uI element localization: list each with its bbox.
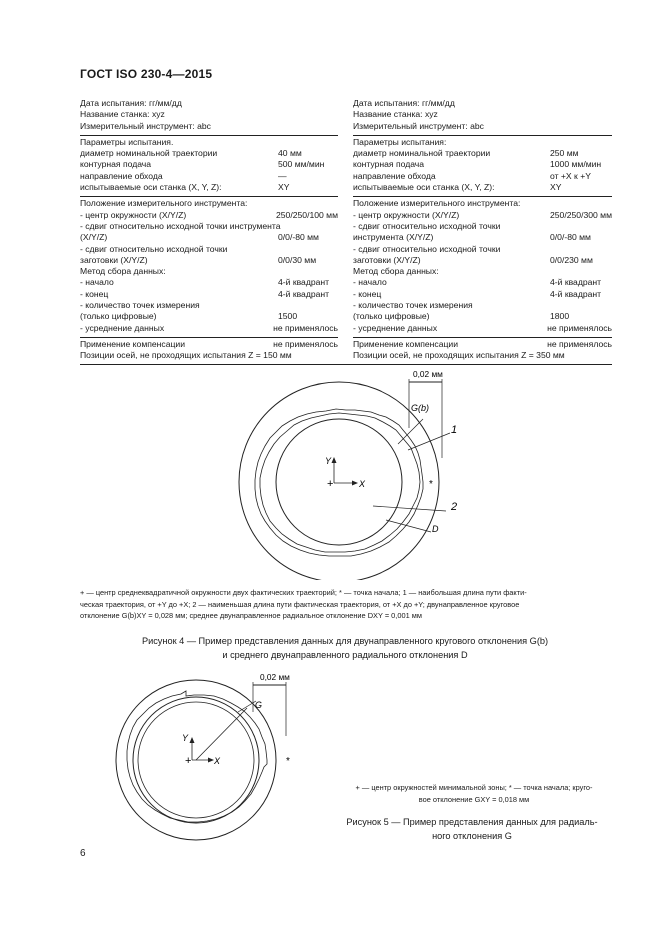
method-value: 4-й квадрант (278, 277, 330, 288)
figure-5-diagram (90, 668, 330, 844)
compensation-block (80, 337, 338, 362)
test-info-block (80, 97, 338, 132)
trajectory-2 (260, 413, 420, 552)
position-row (80, 210, 338, 221)
x-axis-arrowhead (352, 481, 358, 486)
param-row (353, 148, 612, 159)
position-value: 250/250/300 мм (550, 209, 612, 220)
compensation-row (80, 339, 338, 350)
label-2: 2 (451, 501, 458, 513)
method-value: 4-й квадрант (550, 277, 602, 288)
method-value: не применялось (547, 322, 612, 333)
machine-name: Название станка: xyz (80, 109, 165, 120)
method-row (80, 300, 338, 311)
legend-line: + — центр среднеквадратичной окружности двух фактических траекторий; * — точка начала; 1 — наибольшая длина пути факти- (80, 588, 527, 597)
method-label: - количество точек измерения (353, 300, 473, 311)
label-d: D (432, 524, 439, 534)
param-row (80, 159, 338, 170)
param-value: 250 мм (550, 148, 579, 159)
position-value: 250/250/100 мм (276, 209, 338, 220)
method-row (353, 311, 612, 322)
position-label: - сдвиг относительно исходной точки (353, 243, 501, 254)
param-row (80, 171, 338, 182)
position-label: заготовки (X/Y/Z) (80, 254, 148, 265)
position-row (80, 232, 338, 243)
figure-5-title (330, 815, 614, 843)
position-label: инструмента (X/Y/Z) (353, 232, 434, 243)
method-value: 4-й квадрант (278, 288, 330, 299)
method-row (353, 300, 612, 311)
compensation-value: не применялось (547, 338, 612, 349)
test-params-left (80, 97, 338, 362)
leader-d (386, 520, 431, 532)
position-label: - центр окружности (X/Y/Z) (80, 209, 187, 220)
inner-circle (276, 419, 402, 545)
method-row (80, 311, 338, 322)
position-row (80, 221, 338, 232)
position-label: - центр окружности (X/Y/Z) (353, 209, 460, 220)
machine-name: Название станка: xyz (353, 109, 438, 120)
method-label: - количество точек измерения (80, 300, 200, 311)
label-gb: G(b) (411, 403, 429, 413)
position-row (353, 255, 612, 266)
position-row (353, 244, 612, 255)
y-axis-arrowhead (332, 457, 337, 463)
axes-position: Позиции осей, не проходящих испытания Z = 350 мм (353, 350, 565, 361)
method-label: (только цифровые) (353, 311, 430, 322)
params-title: Параметры испытания: (353, 136, 447, 147)
method-label: - конец (80, 288, 109, 299)
param-row (353, 171, 612, 182)
axis-y-label: Y (182, 733, 189, 743)
param-label: диаметр номинальной траектории (80, 148, 218, 159)
method-row (80, 323, 338, 334)
compensation-block (353, 337, 612, 362)
method-value: 1800 (550, 311, 570, 322)
position-label: - сдвиг относительно исходной точки (353, 220, 501, 231)
compensation-value: не применялось (273, 338, 338, 349)
param-value: XY (550, 182, 562, 193)
params-block (80, 135, 338, 193)
label-1: 1 (451, 424, 458, 436)
compensation-row (353, 339, 612, 350)
page-number: 6 (80, 848, 86, 859)
label-g: G (255, 700, 263, 710)
center-plus-icon: + (327, 478, 334, 490)
method-value: не применялось (273, 322, 338, 333)
figure-title-line: Рисунок 5 — Пример представления данных для радиаль- (346, 817, 598, 827)
start-marker: * (429, 479, 433, 490)
scale-label: 0,02 мм (260, 672, 290, 682)
method-value: 1500 (278, 311, 298, 322)
param-label: направление обхода (353, 170, 436, 181)
leader-1 (408, 433, 450, 450)
legend-line: ческая траектория, от +Y до +X; 2 — наименьшая длина пути фактическая траектория, от +X до +Y; двунаправленное круговое (80, 599, 520, 609)
param-value: — (278, 170, 287, 181)
instrument-name: Измерительный инструмент: abc (80, 120, 211, 131)
param-label: контурная подача (353, 159, 425, 170)
axis-x-label: X (359, 479, 366, 489)
position-label: (X/Y/Z) (80, 232, 108, 243)
method-row (353, 277, 612, 288)
figure-4-title (80, 634, 610, 662)
scale-label: 0,02 мм (413, 369, 443, 379)
test-date: Дата испытания: гг/мм/дд (353, 98, 455, 108)
method-label: - конец (353, 288, 382, 299)
param-row (80, 182, 338, 193)
position-value: 0/0/-80 мм (550, 232, 591, 243)
param-row (353, 182, 612, 193)
method-label: - усреднение данных (80, 322, 165, 333)
figure-title-line: ного отклонения G (432, 831, 512, 841)
params-title: Параметры испытания. (80, 136, 174, 147)
method-row (353, 289, 612, 300)
test-date: Дата испытания: гг/мм/дд (80, 98, 182, 108)
leader-gb (398, 419, 423, 444)
method-label: - начало (353, 277, 387, 288)
position-block (80, 196, 338, 334)
position-title: Положение измерительного инструмента: (80, 198, 248, 209)
position-block (353, 196, 612, 334)
method-label: - начало (80, 277, 114, 288)
params-block (353, 135, 612, 193)
figure-4-legend (80, 587, 620, 622)
legend-line: вое отклонение GXY = 0,018 мм (418, 794, 530, 804)
position-row (353, 232, 612, 243)
position-label: - сдвиг относительно исходной точки (80, 243, 228, 254)
position-label: - сдвиг относительно исходной точки инструмента (80, 220, 281, 231)
legend-line: отклонение G(b)XY = 0,028 мм; среднее двунаправленное радиальное отклонение DXY = 0,001 мм (80, 611, 422, 620)
param-label: испытываемые оси станка (X, Y, Z): (80, 182, 222, 193)
axis-x-label: X (214, 756, 221, 766)
y-axis-arrowhead (190, 737, 195, 743)
position-row (353, 221, 612, 232)
position-row (80, 255, 338, 266)
radius-line (196, 708, 247, 760)
param-label: испытываемые оси станка (X, Y, Z): (353, 182, 495, 193)
param-row (80, 148, 338, 159)
position-row (80, 244, 338, 255)
method-title: Метод сбора данных: (353, 266, 439, 277)
start-marker: * (286, 756, 290, 767)
method-row (80, 277, 338, 288)
figure-4-diagram (0, 360, 661, 580)
position-value: 0/0/-80 мм (278, 232, 319, 243)
param-label: контурная подача (80, 159, 152, 170)
compensation-label: Применение компенсации (80, 338, 186, 349)
param-value: 500 мм/мин (278, 159, 325, 170)
param-label: диаметр номинальной траектории (353, 148, 491, 159)
center-plus-icon: + (185, 755, 192, 767)
test-params-right (353, 97, 612, 362)
param-value: от +X к +Y (550, 170, 591, 181)
legend-line: + — центр окружностей минимальной зоны; * — точка начала; круго- (355, 783, 593, 792)
figure-title-line: Рисунок 4 — Пример представления данных для двунаправленного кругового отклонения G(b) (141, 636, 549, 646)
position-title: Положение измерительного инструмента: (353, 198, 521, 209)
param-value: 1000 мм/мин (550, 159, 602, 170)
position-value: 0/0/230 мм (550, 254, 593, 265)
position-label: заготовки (X/Y/Z) (353, 254, 421, 265)
measured-trajectory (127, 691, 267, 822)
figure-title-line: и среднего двунаправленного радиального отклонения D (222, 650, 468, 660)
method-title: Метод сбора данных: (80, 266, 166, 277)
param-label: направление обхода (80, 170, 163, 181)
param-value: XY (278, 182, 290, 193)
position-row (353, 210, 612, 221)
figure-5-legend (334, 782, 614, 805)
method-value: 4-й квадрант (550, 288, 602, 299)
axis-y-label: Y (325, 456, 332, 466)
document-header: ГОСТ ISO 230-4—2015 (80, 67, 213, 81)
param-row (353, 159, 612, 170)
instrument-name: Измерительный инструмент: abc (353, 120, 484, 131)
position-value: 0/0/30 мм (278, 254, 317, 265)
method-row (80, 289, 338, 300)
method-label: (только цифровые) (80, 311, 157, 322)
test-info-block (353, 97, 612, 132)
method-label: - усреднение данных (353, 322, 438, 333)
axes-position: Позиции осей, не проходящих испытания Z = 150 мм (80, 350, 292, 361)
param-value: 40 мм (278, 148, 302, 159)
trajectory-1 (255, 409, 423, 556)
method-row (353, 323, 612, 334)
compensation-label: Применение компенсации (353, 338, 459, 349)
